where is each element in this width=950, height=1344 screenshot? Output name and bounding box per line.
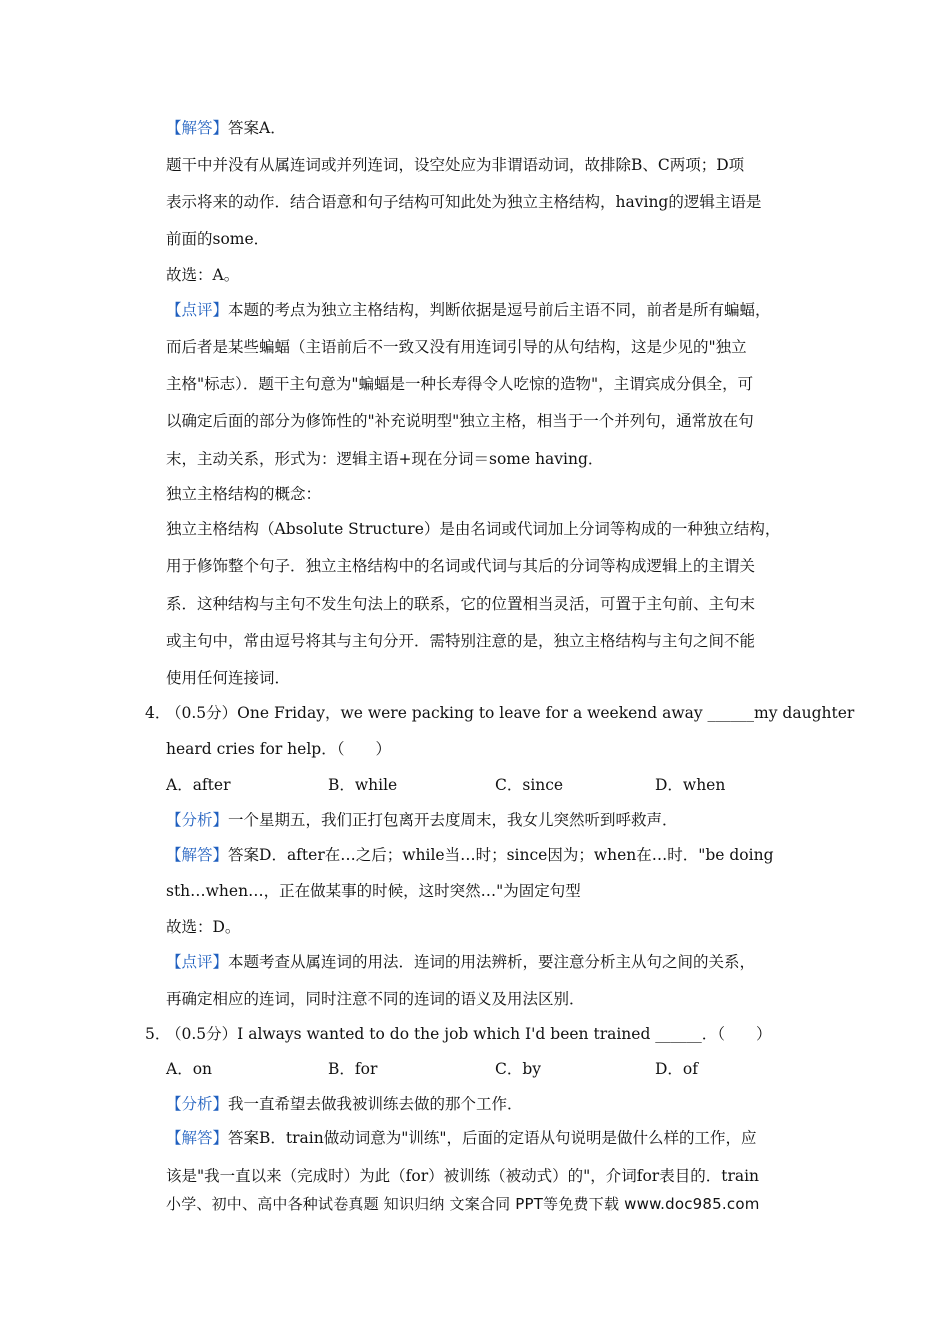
comment-line [166, 951, 816, 973]
option-d: D．when [655, 776, 726, 794]
text-line: 以确定后面的部分为修饰性的"补充说明型"独立主格，相当于一个并列句，通常放在句 [166, 412, 754, 430]
text-line: 题干中并没有从属连词或并列连词，设空处应为非谓语动词，故排除B、C两项；D项 [166, 156, 745, 174]
analysis-line [166, 809, 816, 831]
answer-text: 答案A． [228, 119, 286, 137]
answer-tag: 【解答】 [166, 1129, 229, 1147]
text-line: 独立主格结构（Absolute Structure）是由名词或代词加上分词等构成的一种独立结构， [166, 520, 781, 538]
answer-tag: 【解答】 [166, 119, 229, 137]
choice-line: 故选：D。 [166, 918, 241, 936]
option-a: A．on [166, 1060, 213, 1078]
option-a: A．after [166, 776, 231, 794]
text-line: sth…when…，正在做某事的时候，这时突然…"为固定句型 [166, 882, 581, 900]
comment-text: 本题考查从属连词的用法．连词的用法辨析，要注意分析主从句之间的关系， [228, 953, 756, 971]
text-line: 前面的some． [166, 230, 270, 248]
answer-line [166, 844, 816, 866]
answer-text: 答案D．after在…之后；while当…时；since因为；when在…时．"be doing [228, 846, 774, 864]
option-d: D．of [655, 1060, 698, 1078]
answer-text: 答案B．train做动词意为"训练"，后面的定语从句说明是做什么样的工作，应 [228, 1129, 757, 1147]
question-stem: （0.5分）One Friday，we were packing to leave for a weekend away ______my daughter [166, 704, 855, 722]
option-b: B．while [328, 776, 398, 794]
text-line: 再确定相应的连词，同时注意不同的连词的语义及用法区别． [166, 990, 585, 1008]
text-line: 表示将来的动作．结合语意和句子结构可知此处为独立主格结构，having的逻辑主语是 [166, 193, 762, 211]
text-line: 末，主动关系，形式为：逻辑主语+现在分词＝some having． [166, 450, 604, 468]
question-number: 5． [145, 1025, 171, 1043]
page-footer: 小学、初中、高中各种试卷真题 知识归纳 文案合同 PPT等免费下载 www.doc985.com [166, 1195, 760, 1213]
comment-line [166, 299, 816, 321]
option-c: C．since [495, 776, 564, 794]
comment-text: 本题的考点为独立主格结构，判断依据是逗号前后主语不同，前者是所有蝙蝠， [228, 301, 771, 319]
answer-line [166, 117, 816, 139]
analysis-line [166, 1093, 816, 1115]
text-line: 系．这种结构与主句不发生句法上的联系，它的位置相当灵活，可置于主句前、主句末 [166, 595, 756, 613]
analysis-text: 我一直希望去做我被训练去做的那个工作． [228, 1095, 523, 1113]
analysis-text: 一个星期五，我们正打包离开去度周末，我女儿突然听到呼救声． [228, 811, 678, 829]
option-c: C．by [495, 1060, 542, 1078]
choice-line: 故选：A。 [166, 266, 240, 284]
text-line: 而后者是某些蝙蝠（主语前后不一致又没有用连词引导的从句结构，这是少见的"独立 [166, 338, 747, 356]
text-line: 主格"标志）．题干主句意为"蝙蝠是一种长寿得令人吃惊的造物"，主谓宾成分俱全，可 [166, 375, 754, 393]
comment-tag: 【点评】 [166, 953, 229, 971]
text-line: 该是"我一直以来（完成时）为此（for）被训练（被动式）的"，介词for表目的．train [166, 1167, 760, 1185]
text-line: 用于修饰整个句子．独立主格结构中的名词或代词与其后的分词等构成逻辑上的主谓关 [166, 557, 756, 575]
answer-line [166, 1127, 816, 1149]
analysis-tag: 【分析】 [166, 1095, 229, 1113]
text-line: 使用任何连接词． [166, 669, 291, 687]
text-line: 独立主格结构的概念： [166, 485, 322, 503]
option-b: B．for [328, 1060, 378, 1078]
question-number: 4． [145, 704, 171, 722]
comment-tag: 【点评】 [166, 301, 229, 319]
question-stem: heard cries for help．（ ） [166, 740, 391, 758]
answer-tag: 【解答】 [166, 846, 229, 864]
question-stem: （0.5分）I always wanted to do the job which I'd been trained ______．（ ） [166, 1025, 772, 1043]
text-line: 或主句中，常由逗号将其与主句分开．需特别注意的是，独立主格结构与主句之间不能 [166, 632, 756, 650]
analysis-tag: 【分析】 [166, 811, 229, 829]
